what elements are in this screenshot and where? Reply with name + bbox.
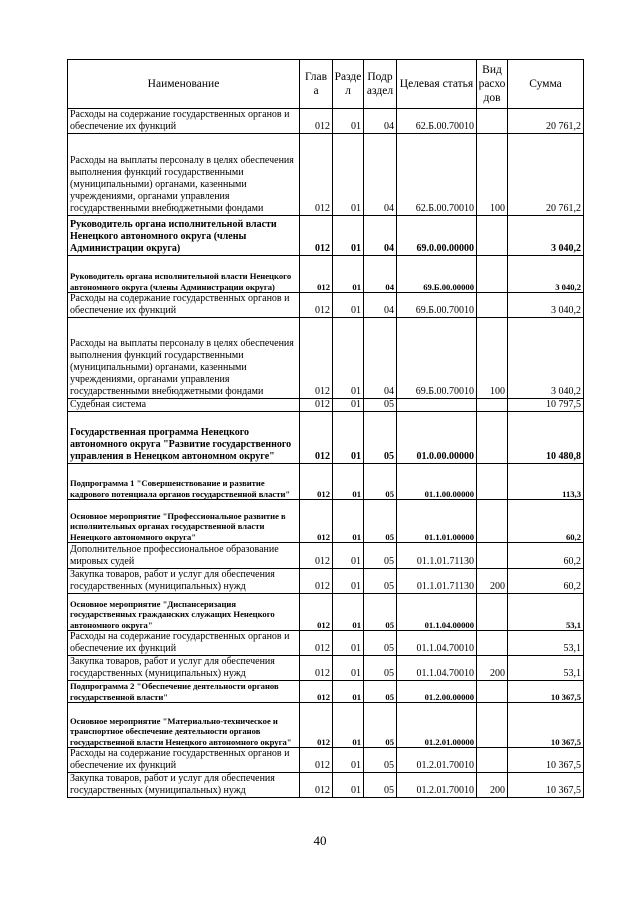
row-target: 01.1.01.71130 bbox=[397, 569, 477, 594]
row-vid: 200 bbox=[477, 569, 508, 594]
table-row bbox=[68, 681, 584, 703]
row-podrazdel: 05 bbox=[364, 464, 397, 500]
table-row bbox=[68, 293, 584, 318]
row-name: Расходы на содержание государственных органов и обеспечение их функций bbox=[68, 109, 300, 134]
row-sum: 60,2 bbox=[508, 569, 584, 594]
row-vid bbox=[477, 412, 508, 464]
row-razdel: 01 bbox=[333, 464, 364, 500]
row-vid bbox=[477, 681, 508, 703]
table-row bbox=[68, 109, 584, 134]
row-podrazdel: 05 bbox=[364, 748, 397, 773]
row-razdel: 01 bbox=[333, 773, 364, 798]
row-target: 69.Б.00.70010 bbox=[397, 318, 477, 399]
row-glava: 012 bbox=[300, 412, 333, 464]
row-target bbox=[397, 399, 477, 412]
row-razdel: 01 bbox=[333, 256, 364, 293]
row-vid: 100 bbox=[477, 134, 508, 216]
row-name: Закупка товаров, работ и услуг для обеспечения государственных (муниципальных) нужд bbox=[68, 656, 300, 681]
row-target: 01.2.00.00000 bbox=[397, 681, 477, 703]
row-sum: 53,1 bbox=[508, 656, 584, 681]
row-sum: 53,1 bbox=[508, 594, 584, 631]
table-row bbox=[68, 631, 584, 656]
table-row bbox=[68, 318, 584, 399]
row-vid bbox=[477, 703, 508, 748]
table-row bbox=[68, 134, 584, 216]
row-glava: 012 bbox=[300, 703, 333, 748]
row-razdel: 01 bbox=[333, 703, 364, 748]
row-target: 01.1.01.71130 bbox=[397, 543, 477, 569]
row-target: 01.2.01.70010 bbox=[397, 748, 477, 773]
row-razdel: 01 bbox=[333, 500, 364, 543]
row-name: Расходы на выплаты персоналу в целях обеспечения выполнения функций государственными (муниципальными) органами, казенными учреждениями, органами управления государственными внебюджетными фондами bbox=[68, 134, 300, 216]
table-row bbox=[68, 594, 584, 631]
row-glava: 012 bbox=[300, 464, 333, 500]
row-sum: 10 480,8 bbox=[508, 412, 584, 464]
row-name: Руководитель органа исполнительной власти Ненецкого автономного округа (члены Администрации округа) bbox=[68, 216, 300, 256]
row-razdel: 01 bbox=[333, 681, 364, 703]
row-podrazdel: 05 bbox=[364, 681, 397, 703]
header-glava: Глав а bbox=[300, 60, 333, 109]
row-name: Расходы на содержание государственных органов и обеспечение их функций bbox=[68, 631, 300, 656]
header-name: Наименование bbox=[68, 60, 300, 109]
row-vid bbox=[477, 109, 508, 134]
row-razdel: 01 bbox=[333, 399, 364, 412]
row-podrazdel: 05 bbox=[364, 773, 397, 798]
row-name: Основное мероприятие "Материально-техническое и транспортное обеспечение деятельности органов государственной власти Ненецкого автономного округа" bbox=[68, 703, 300, 748]
row-podrazdel: 05 bbox=[364, 656, 397, 681]
row-glava: 012 bbox=[300, 543, 333, 569]
row-glava: 012 bbox=[300, 216, 333, 256]
row-sum: 60,2 bbox=[508, 543, 584, 569]
table-row bbox=[68, 216, 584, 256]
row-target: 62.Б.00.70010 bbox=[397, 109, 477, 134]
header-razdel: Разде л bbox=[333, 60, 364, 109]
row-target: 01.0.00.00000 bbox=[397, 412, 477, 464]
row-glava: 012 bbox=[300, 399, 333, 412]
row-vid: 200 bbox=[477, 656, 508, 681]
row-target: 01.1.04.70010 bbox=[397, 656, 477, 681]
row-podrazdel: 04 bbox=[364, 318, 397, 399]
row-vid bbox=[477, 216, 508, 256]
row-vid bbox=[477, 399, 508, 412]
row-podrazdel: 04 bbox=[364, 216, 397, 256]
row-vid bbox=[477, 748, 508, 773]
row-vid bbox=[477, 594, 508, 631]
row-vid bbox=[477, 543, 508, 569]
row-name: Подпрограмма 1 "Совершенствование и развитие кадрового потенциала органов государственной власти" bbox=[68, 464, 300, 500]
row-name: Дополнительное профессиональное образование мировых судей bbox=[68, 543, 300, 569]
row-sum: 60,2 bbox=[508, 500, 584, 543]
table-row bbox=[68, 569, 584, 594]
row-podrazdel: 04 bbox=[364, 134, 397, 216]
row-glava: 012 bbox=[300, 594, 333, 631]
row-podrazdel: 04 bbox=[364, 109, 397, 134]
row-target: 01.2.01.70010 bbox=[397, 773, 477, 798]
row-sum: 10 367,5 bbox=[508, 703, 584, 748]
row-target: 01.1.04.00000 bbox=[397, 594, 477, 631]
row-razdel: 01 bbox=[333, 318, 364, 399]
table-row bbox=[68, 412, 584, 464]
row-razdel: 01 bbox=[333, 656, 364, 681]
row-sum: 3 040,2 bbox=[508, 318, 584, 399]
row-glava: 012 bbox=[300, 109, 333, 134]
row-target: 69.Б.00.70010 bbox=[397, 293, 477, 318]
table-row bbox=[68, 656, 584, 681]
row-vid bbox=[477, 464, 508, 500]
row-vid: 100 bbox=[477, 318, 508, 399]
row-vid bbox=[477, 631, 508, 656]
row-sum: 10 367,5 bbox=[508, 681, 584, 703]
row-target: 01.2.01.00000 bbox=[397, 703, 477, 748]
row-name: Подпрограмма 2 "Обеспечение деятельности органов государственной власти" bbox=[68, 681, 300, 703]
row-target: 01.1.04.70010 bbox=[397, 631, 477, 656]
row-name: Закупка товаров, работ и услуг для обеспечения государственных (муниципальных) нужд bbox=[68, 773, 300, 798]
row-sum: 20 761,2 bbox=[508, 134, 584, 216]
row-name: Руководитель органа исполнительной власти Ненецкого автономного округа (члены Администрации округа) bbox=[68, 256, 300, 293]
row-sum: 113,3 bbox=[508, 464, 584, 500]
header-target: Целевая статья bbox=[397, 60, 477, 109]
row-target: 01.1.00.00000 bbox=[397, 464, 477, 500]
row-glava: 012 bbox=[300, 656, 333, 681]
header-podrazdel: Подр аздел bbox=[364, 60, 397, 109]
row-name: Основное мероприятие "Профессиональное развитие в исполнительных органах государственной власти Ненецкого автономного округа" bbox=[68, 500, 300, 543]
row-razdel: 01 bbox=[333, 631, 364, 656]
row-sum: 3 040,2 bbox=[508, 256, 584, 293]
row-vid bbox=[477, 500, 508, 543]
row-razdel: 01 bbox=[333, 293, 364, 318]
row-podrazdel: 05 bbox=[364, 569, 397, 594]
row-razdel: 01 bbox=[333, 109, 364, 134]
row-podrazdel: 05 bbox=[364, 703, 397, 748]
table-row bbox=[68, 399, 584, 412]
table-row bbox=[68, 773, 584, 798]
table-row bbox=[68, 543, 584, 569]
table-row bbox=[68, 256, 584, 293]
header-vid: Вид расхо дов bbox=[477, 60, 508, 109]
row-sum: 53,1 bbox=[508, 631, 584, 656]
row-target: 69.Б.00.00000 bbox=[397, 256, 477, 293]
table-row bbox=[68, 464, 584, 500]
row-glava: 012 bbox=[300, 256, 333, 293]
row-vid bbox=[477, 293, 508, 318]
row-podrazdel: 04 bbox=[364, 256, 397, 293]
row-glava: 012 bbox=[300, 134, 333, 216]
row-target: 62.Б.00.70010 bbox=[397, 134, 477, 216]
row-name: Закупка товаров, работ и услуг для обеспечения государственных (муниципальных) нужд bbox=[68, 569, 300, 594]
row-glava: 012 bbox=[300, 293, 333, 318]
row-podrazdel: 04 bbox=[364, 293, 397, 318]
row-name: Основное мероприятие "Диспансеризация государственных гражданских служащих Ненецкого автономного округа" bbox=[68, 594, 300, 631]
row-glava: 012 bbox=[300, 318, 333, 399]
row-sum: 10 367,5 bbox=[508, 773, 584, 798]
row-name: Расходы на выплаты персоналу в целях обеспечения выполнения функций государственными (муниципальными) органами, казенными учреждениями, органами управления государственными внебюджетными фондами bbox=[68, 318, 300, 399]
row-glava: 012 bbox=[300, 631, 333, 656]
row-sum: 3 040,2 bbox=[508, 216, 584, 256]
row-sum: 3 040,2 bbox=[508, 293, 584, 318]
table-row bbox=[68, 500, 584, 543]
budget-table bbox=[67, 59, 584, 798]
page-number: 40 bbox=[313, 833, 327, 848]
row-razdel: 01 bbox=[333, 594, 364, 631]
row-sum: 20 761,2 bbox=[508, 109, 584, 134]
row-podrazdel: 05 bbox=[364, 594, 397, 631]
row-vid: 200 bbox=[477, 773, 508, 798]
row-vid bbox=[477, 256, 508, 293]
header-row bbox=[68, 60, 584, 109]
row-name: Судебная система bbox=[68, 399, 300, 412]
row-target: 01.1.01.00000 bbox=[397, 500, 477, 543]
row-glava: 012 bbox=[300, 773, 333, 798]
row-target: 69.0.00.00000 bbox=[397, 216, 477, 256]
table-row bbox=[68, 748, 584, 773]
row-podrazdel: 05 bbox=[364, 631, 397, 656]
row-razdel: 01 bbox=[333, 569, 364, 594]
table-row bbox=[68, 703, 584, 748]
row-razdel: 01 bbox=[333, 216, 364, 256]
row-podrazdel: 05 bbox=[364, 543, 397, 569]
row-sum: 10 797,5 bbox=[508, 399, 584, 412]
row-razdel: 01 bbox=[333, 134, 364, 216]
row-name: Государственная программа Ненецкого автономного округа "Развитие государственного управления в Ненецком автономном округе" bbox=[68, 412, 300, 464]
row-glava: 012 bbox=[300, 500, 333, 543]
row-name: Расходы на содержание государственных органов и обеспечение их функций bbox=[68, 293, 300, 318]
row-podrazdel: 05 bbox=[364, 500, 397, 543]
row-glava: 012 bbox=[300, 569, 333, 594]
row-podrazdel: 05 bbox=[364, 399, 397, 412]
row-glava: 012 bbox=[300, 748, 333, 773]
row-podrazdel: 05 bbox=[364, 412, 397, 464]
row-razdel: 01 bbox=[333, 748, 364, 773]
row-razdel: 01 bbox=[333, 412, 364, 464]
row-razdel: 01 bbox=[333, 543, 364, 569]
row-sum: 10 367,5 bbox=[508, 748, 584, 773]
row-glava: 012 bbox=[300, 681, 333, 703]
row-name: Расходы на содержание государственных органов и обеспечение их функций bbox=[68, 748, 300, 773]
header-sum: Сумма bbox=[508, 60, 584, 109]
